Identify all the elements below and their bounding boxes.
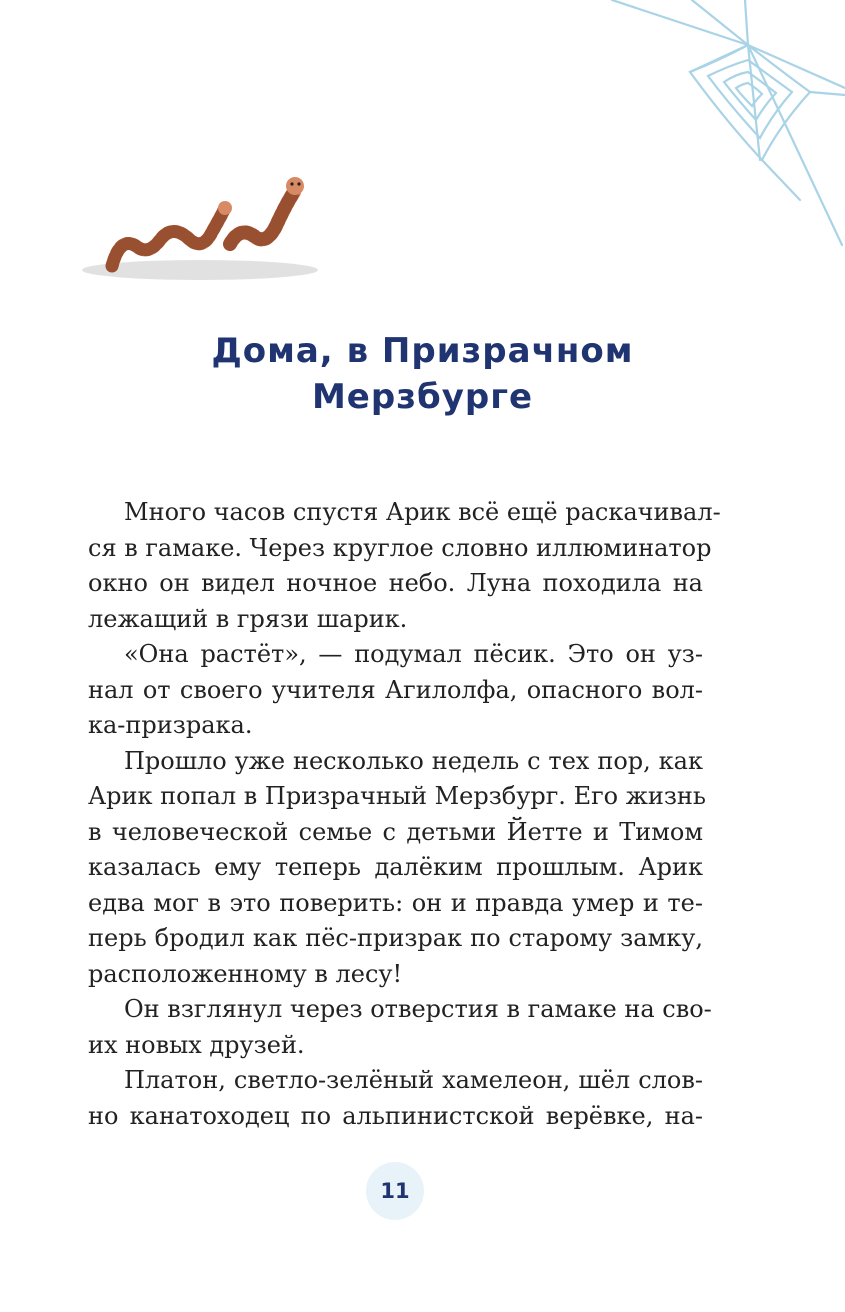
chapter-title [0, 328, 845, 420]
text-line: Арик попал в Призрачный Мерзбург. Его жизнь [88, 782, 706, 810]
chapter-title-line-2: Мерзбурге [311, 377, 534, 417]
worms-illustration [80, 170, 340, 290]
text-line: Он взглянул через отверстия в гамаке на сво- [124, 995, 712, 1023]
text-line: расположенному в лесу! [88, 959, 403, 988]
chapter-title-line-1: Дома, в Призрачном [211, 331, 634, 371]
page-number-badge [366, 1162, 424, 1220]
text-line: нал от своего учителя Агилолфа, опасного вол- [88, 675, 703, 704]
text-line: «Она растёт», — подумал пёсик. Это он уз- [124, 640, 703, 668]
text-line: казалась ему теперь далёким прошлым. Арик [88, 853, 703, 881]
page-number: 11 [380, 1179, 410, 1203]
text-line: Много часов спустя Арик всё ещё раскачивал- [124, 498, 721, 526]
chapter-body-text [88, 495, 721, 1134]
paragraph-3 [88, 744, 706, 993]
text-line: ся в гамаке. Через круглое словно иллюминатор [88, 533, 712, 562]
text-line: но канатоходец по альпинистской верёвке, на- [88, 1101, 703, 1130]
paragraph-2 [88, 637, 703, 744]
paragraph-5 [88, 1063, 703, 1134]
text-line: ка-призрака. [88, 711, 253, 739]
text-line: Прошло уже несколько недель с тех пор, как [124, 746, 703, 775]
paragraph-1 [88, 495, 721, 637]
text-line: перь бродил как пёс-призрак по старому замку, [88, 924, 703, 952]
paragraph-4 [88, 992, 712, 1063]
text-line: окно он видел ночное небо. Луна походила на [88, 569, 703, 597]
text-line: Платон, светло-зелёный хамелеон, шёл слов- [124, 1066, 703, 1094]
text-line: едва мог в это поверить: он и правда умер и те- [88, 888, 703, 917]
text-line: в человеческой семье с детьми Йетте и Тимом [88, 817, 703, 846]
text-line: лежащий в грязи шарик. [88, 604, 408, 633]
text-line: их новых друзей. [88, 1030, 305, 1059]
